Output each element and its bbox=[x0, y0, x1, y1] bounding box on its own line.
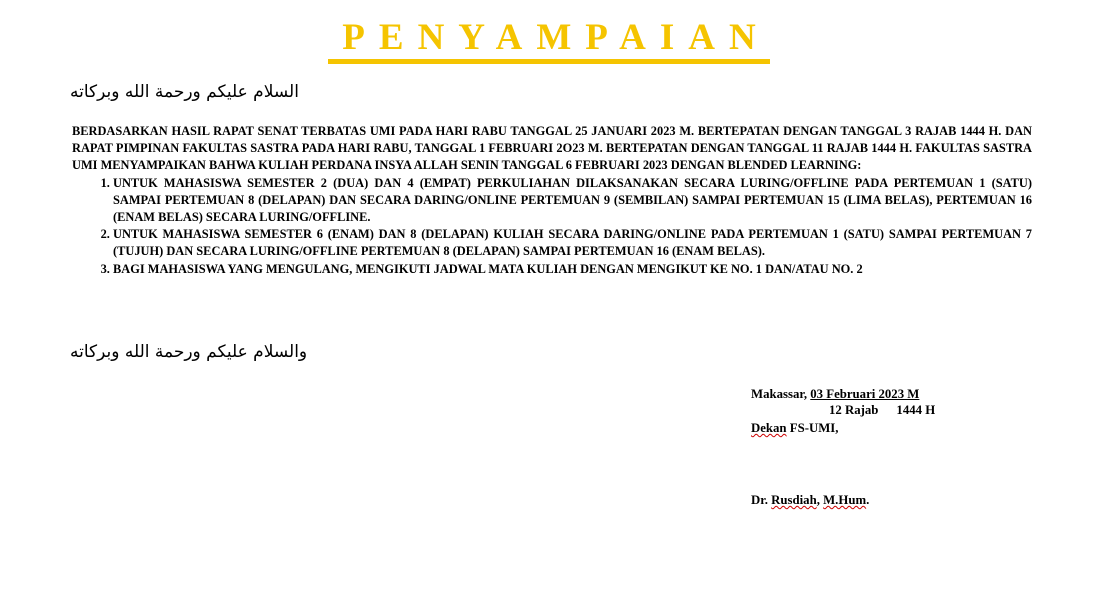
list-item: 2. UNTUK MAHASISWA SEMESTER 6 (ENAM) DAN 8 (DELAPAN) KULIAH SECARA DARING/ONLINE PADA PERTEMUAN 1 (SATU) SAMPAI PERTEMUAN 7 (TUJUH) DAN SECARA LURING/OFFLINE PERTEMUAN 8 (DELAPAN) SAMPAI PERTEMUAN 16 (ENAM BELAS). bbox=[113, 226, 1032, 260]
arabic-greeting: السلام عليكم ورحمة الله وبركاته bbox=[70, 82, 299, 102]
title-word: Dekan bbox=[751, 421, 787, 435]
arabic-closing: والسلام عليكم ورحمة الله وبركاته bbox=[70, 342, 308, 362]
signature-date: 03 Februari 2023 M bbox=[810, 387, 920, 401]
signature-place-date bbox=[751, 386, 919, 403]
document-title bbox=[0, 16, 1098, 64]
name-degree: M.Hum bbox=[823, 493, 867, 507]
announcement-list bbox=[72, 175, 1032, 278]
signatory-name bbox=[751, 492, 869, 509]
name-main: Rusdiah bbox=[771, 493, 817, 507]
name-end: . bbox=[866, 493, 870, 507]
announcement-body bbox=[72, 123, 1032, 278]
signatory-title bbox=[751, 420, 838, 437]
title-rest: FS-UMI, bbox=[786, 421, 839, 435]
list-item: 1. UNTUK MAHASISWA SEMESTER 2 (DUA) DAN 4 (EMPAT) PERKULIAHAN DILAKSANAKAN SECARA LURING/OFFLINE PADA PERTEMUAN 1 (SATU) SAMPAI PERTEMUAN 8 (DELAPAN) DAN SECARA DARING/ONLINE PERTEMUAN 9 (SEMBILAN) SAMPAI PERTEMUAN 15 (LIMA BELAS), PERTEMUAN 16 (ENAM BELAS) SECARA LURING/OFFLINE. bbox=[113, 175, 1032, 227]
hijri-date bbox=[829, 402, 935, 419]
hijri-year: 1444 H bbox=[896, 403, 936, 417]
name-separator: , bbox=[816, 493, 824, 507]
place-label: Makassar, bbox=[751, 387, 811, 401]
intro-paragraph: BERDASARKAN HASIL RAPAT SENAT TERBATAS UMI PADA HARI RABU TANGGAL 25 JANUARI 2023 M. BERTEPATAN DENGAN TANGGAL 3 RAJAB 1444 H. DAN RAPAT PIMPINAN FAKULTAS SASTRA PADA HARI RABU, TANGGAL 1 FEBRUARI 2O23 M. BERTEPATAN DENGAN TANGGAL 11 RAJAB 1444 H. FAKULTAS SASTRA UMI MENYAMPAIKAN BAHWA KULIAH PERDANA INSYA ALLAH SENIN TANGGAL 6 FEBRUARI 2023 DENGAN BLENDED LEARNING: bbox=[72, 124, 1032, 173]
list-item: 3. BAGI MAHASISWA YANG MENGULANG, MENGIKUTI JADWAL MATA KULIAH DENGAN MENGIKUT KE NO. 1 DAN/ATAU NO. 2 bbox=[113, 261, 1032, 278]
hijri-day: 12 Rajab bbox=[829, 403, 879, 417]
name-prefix: Dr. bbox=[751, 493, 772, 507]
title-text: PENYAMPAIAN bbox=[328, 17, 769, 64]
